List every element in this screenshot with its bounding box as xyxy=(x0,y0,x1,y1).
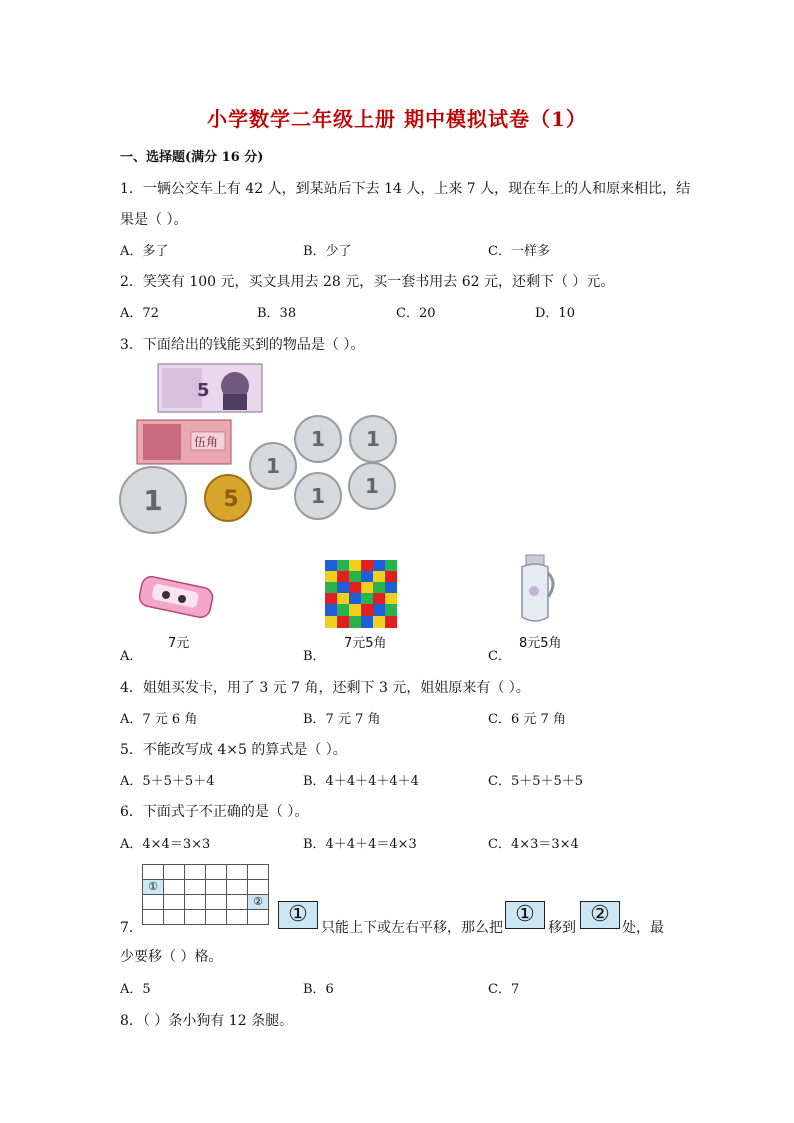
q6-option-a[interactable]: A．4×4＝3×3 xyxy=(120,837,211,852)
q7-number: 7． xyxy=(120,920,143,936)
coin-value: 1 xyxy=(143,484,163,517)
banknote-5-jiao-icon xyxy=(137,420,231,464)
q1-text-line1: 1．一辆公交车上有 42 人，到某站后下去 14 人，上来 7 人，现在车上的人和原来相比，结 xyxy=(120,181,691,197)
q2-option-b[interactable]: B．38 xyxy=(257,306,297,321)
q6-option-b[interactable]: B．4＋4＋4＝4×3 xyxy=(303,837,417,852)
money-figure xyxy=(115,360,415,535)
q7-box-1: ① xyxy=(278,901,318,929)
q6-option-c[interactable]: C．4×3＝3×4 xyxy=(488,837,579,852)
q1-option-a[interactable]: A．多了 xyxy=(120,244,169,259)
q3-option-a[interactable]: A． xyxy=(120,649,143,664)
q5-text: 5．不能改写成 4×5 的算式是（ ）。 xyxy=(120,742,347,758)
q2-option-c[interactable]: C．20 xyxy=(396,306,436,321)
puzzle-icon xyxy=(325,560,397,628)
q3-text: 3．下面给出的钱能买到的物品是（ ）。 xyxy=(120,337,365,353)
q5-option-a[interactable]: A．5＋5＋5＋4 xyxy=(120,774,215,789)
q7-box-2: ① xyxy=(505,901,545,929)
banknote-5-value: 5 xyxy=(197,380,210,401)
q5-option-c[interactable]: C．5＋5＋5＋5 xyxy=(488,774,584,789)
banknote-5-jiao-label: 伍角 xyxy=(194,435,219,449)
q3-option-c[interactable]: C． xyxy=(488,649,511,664)
banknote-5-yuan-icon xyxy=(158,364,262,412)
q2-option-d[interactable]: D．10 xyxy=(535,306,575,321)
pencil-case-icon xyxy=(136,572,216,622)
q7-box-3: ② xyxy=(580,901,620,929)
price-pencil-case: 7元 xyxy=(168,636,190,651)
translation-grid xyxy=(142,864,269,925)
q7-option-b[interactable]: B．6 xyxy=(303,982,334,997)
q7-text-line2: 少要移（ ）格。 xyxy=(120,949,223,965)
q4-option-b[interactable]: B．7 元 7 角 xyxy=(303,712,381,727)
q7-option-c[interactable]: C．7 xyxy=(488,982,520,997)
q1-text-line2: 果是（ ）。 xyxy=(120,212,188,228)
coin-value: 1 xyxy=(311,427,325,451)
thermos-icon xyxy=(512,553,558,629)
grid-cell-1: ① xyxy=(143,880,164,895)
coin-value: 1 xyxy=(365,474,379,498)
q7-text-mid: 只能上下或左右平移，那么把 xyxy=(321,920,503,936)
q1-option-c[interactable]: C．一样多 xyxy=(488,244,550,259)
q2-option-a[interactable]: A．72 xyxy=(120,306,159,321)
coin-5-value: 5 xyxy=(223,487,239,512)
q5-option-b[interactable]: B．4＋4＋4＋4＋4 xyxy=(303,774,419,789)
coin-value: 1 xyxy=(266,454,280,478)
price-thermos: 8元5角 xyxy=(519,636,562,651)
q7-text-to: 移到 xyxy=(548,920,576,936)
price-puzzle: 7元5角 xyxy=(344,636,387,651)
q4-text: 4．姐姐买发卡，用了 3 元 7 角，还剩下 3 元，姐姐原来有（ ）。 xyxy=(120,680,530,696)
grid-cell-2: ② xyxy=(248,895,269,910)
q1-option-b[interactable]: B．少了 xyxy=(303,244,352,259)
q2-text: 2．笑笑有 100 元，买文具用去 28 元，买一套书用去 62 元，还剩下（ ）元。 xyxy=(120,274,615,290)
coin-value: 1 xyxy=(311,484,325,508)
q8-text: 8．（ ）条小狗有 12 条腿。 xyxy=(120,1013,294,1029)
q7-option-a[interactable]: A．5 xyxy=(120,982,151,997)
q7-text-end: 处，最 xyxy=(622,920,664,936)
q3-option-b[interactable]: B． xyxy=(303,649,326,664)
q4-option-a[interactable]: A．7 元 6 角 xyxy=(120,712,198,727)
page-title: 小学数学二年级上册 期中模拟试卷（1） xyxy=(207,107,587,131)
q6-text: 6．下面式子不正确的是（ ）。 xyxy=(120,804,309,820)
q4-option-c[interactable]: C．6 元 7 角 xyxy=(488,712,566,727)
section-heading: 一、选择题(满分 16 分) xyxy=(120,150,264,165)
coin-value: 1 xyxy=(366,427,380,451)
